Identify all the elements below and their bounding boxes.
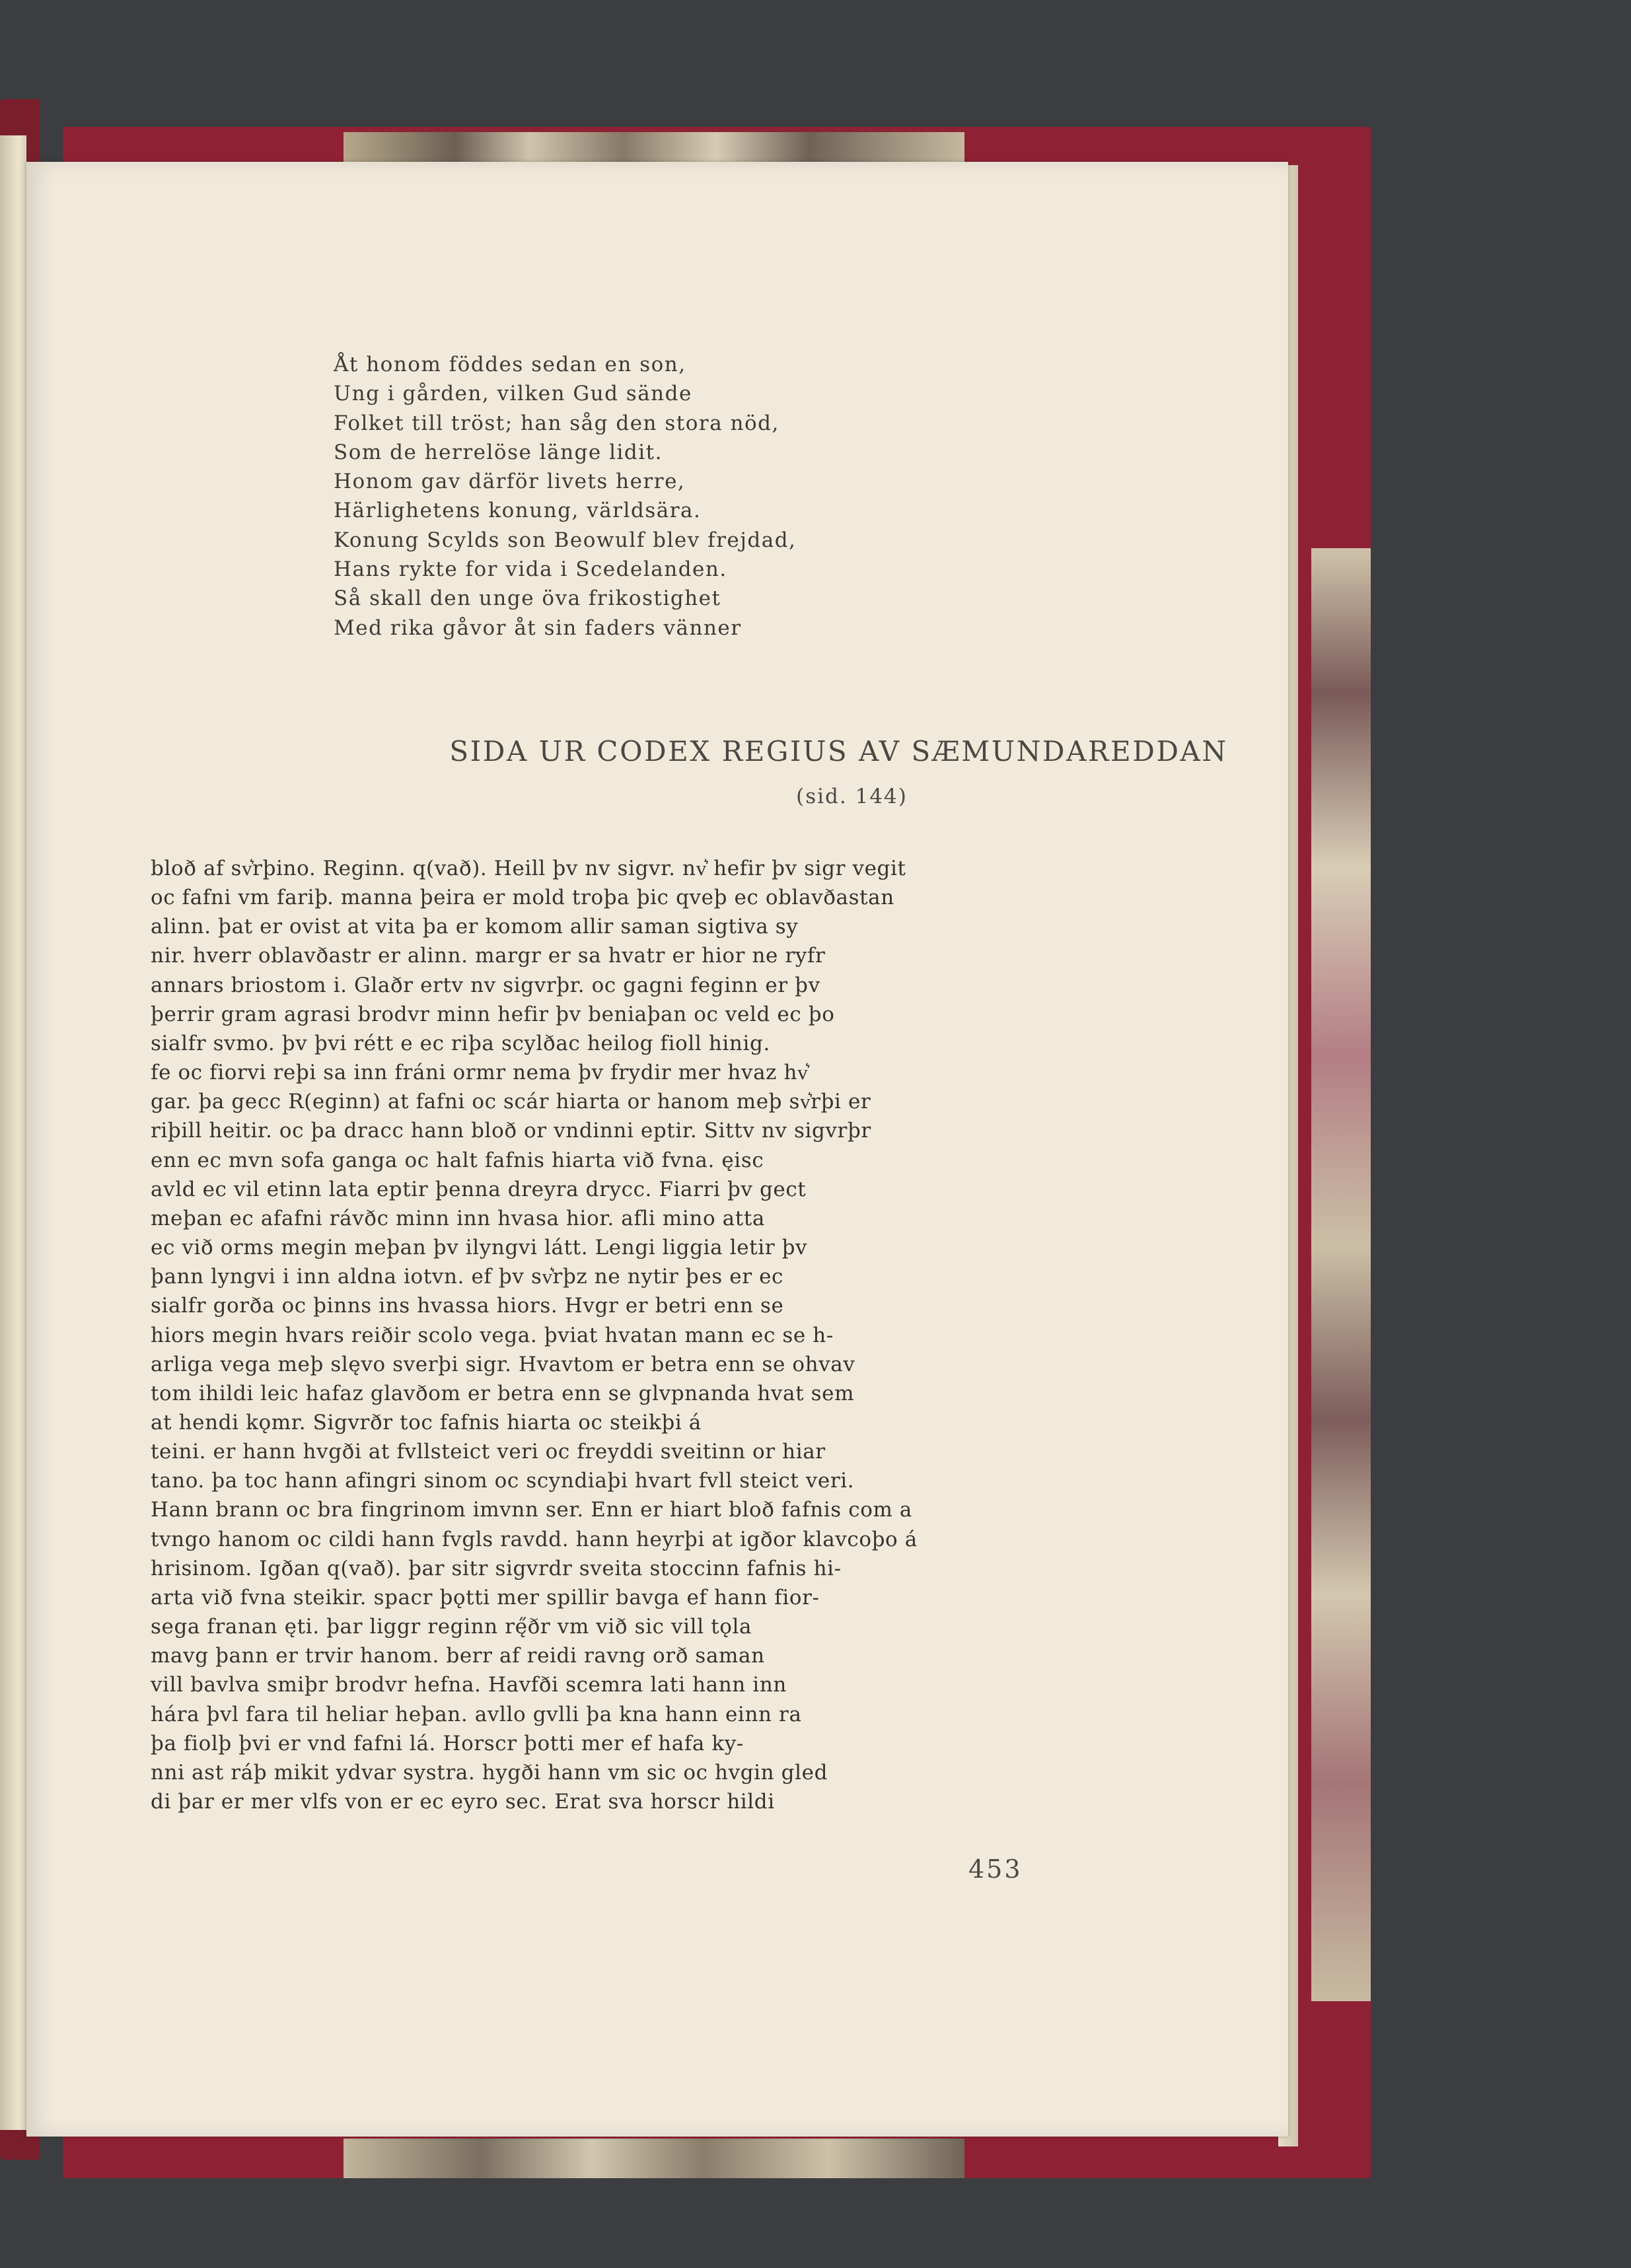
codex-line: tvngo hanom oc cildi hann fvgls ravdd. hann heyrþi at igðor klavcoþo á	[151, 1527, 918, 1551]
codex-line: mavg þann er trvir hanom. berr af reidi ravng orð saman	[151, 1644, 765, 1668]
codex-line: þann lyngvi i inn aldna iotvn. ef þv sv͛rþz ne nytir þes er ec	[151, 1265, 783, 1289]
codex-line: arliga vega meþ slęvo sverþi sigr. Hvavtom er betra enn se ohvav	[151, 1352, 855, 1376]
codex-line: fe oc fiorvi reþi sa inn fráni ormr nema þv frydir mer hvaz hv͛	[151, 1061, 809, 1085]
codex-line: enn ec mvn sofa ganga oc halt fafnis hiarta við fvna. ęisc	[151, 1148, 764, 1172]
codex-line: arta við fvna steikir. spacr þǫtti mer spillir bavga ef hann fior-	[151, 1585, 820, 1610]
codex-transcription	[151, 854, 918, 1816]
codex-line: bloð af sv͛rþino. Reginn. q(vað). Heill þv nv sigvr. nv͛ hefir þv sigr vegit	[151, 857, 906, 880]
codex-line: Hann brann oc bra fingrinom imvnn ser. Enn er hiart bloð fafnis com a	[151, 1498, 912, 1522]
codex-line: hrisinom. Igðan q(vað). þar sitr sigvrdr sveita stoccinn fafnis hi-	[151, 1556, 842, 1580]
codex-line: hiors megin hvars reiðir scolo vega. þviat hvatan mann ec se h-	[151, 1323, 834, 1347]
codex-line: avld ec vil etinn lata eptir þenna dreyra drycc. Fiarri þv gect	[151, 1177, 807, 1201]
spine-page-edge	[0, 135, 26, 2130]
codex-line: tano. þa toc hann afingri sinom oc scyndiaþi hvart fvll steict veri.	[151, 1469, 855, 1493]
poem-line: Så skall den unge öva frikostighet	[334, 586, 721, 611]
poem-line: Ung i gården, vilken Gud sände	[334, 382, 692, 406]
codex-line: þerrir gram agrasi brodvr minn hefir þv beniaþan oc veld ec þo	[151, 1002, 835, 1026]
codex-line: hára þvl fara til heliar heþan. avllo gvlli þa kna hann einn ra	[151, 1702, 802, 1726]
section-subtitle: (sid. 144)	[796, 785, 908, 808]
codex-line: þa fiolþ þvi er vnd fafni lá. Horscr þotti mer ef hafa ky-	[151, 1731, 744, 1755]
codex-line: ec við orms megin meþan þv ilyngvi látt. Lengi liggia letir þv	[151, 1236, 808, 1260]
codex-line: riþill heitir. oc þa dracc hann bloð or vndinni eptir. Sittv nv sigvrþr	[151, 1119, 871, 1143]
codex-line: sega franan ęti. þar liggr reginn rę̋ðr vm við sic vill tǫla	[151, 1615, 752, 1639]
poem-line: Honom gav därför livets herre,	[334, 470, 686, 494]
codex-line: gar. þa gecc R(eginn) at fafni oc scár hiarta or hanom meþ sv͛rþi er	[151, 1090, 871, 1114]
codex-line: annars briostom i. Glaðr ertv nv sigvrþr. oc gagni feginn er þv	[151, 973, 820, 997]
section-title: SIDA UR CODEX REGIUS AV SÆMUNDAREDDAN	[449, 735, 1228, 767]
codex-line: tom ihildi leic hafaz glavðom er betra enn se glvpnanda hvat sem	[151, 1381, 855, 1405]
poem-line: Konung Scylds son Beowulf blev frejdad,	[334, 528, 797, 552]
poem-line: Hans rykte for vida i Scedelanden.	[334, 557, 727, 582]
codex-line: sialfr svmo. þv þvi rétt e ec riþa scylðac heilog fioll hinig.	[151, 1031, 770, 1055]
codex-line: sialfr gorða oc þinns ins hvassa hiors. Hvgr er betri enn se	[151, 1294, 784, 1318]
poem-line: Härlighetens konung, världsära.	[334, 499, 702, 523]
codex-line: oc fafni vm fariþ. manna þeira er mold troþa þic qveþ ec oblavðastan	[151, 886, 894, 910]
poem-line: Folket till tröst; han såg den stora nöd,	[334, 411, 779, 435]
codex-line: vill bavlva smiþr brodvr hefna. Havfði scemra lati hann inn	[151, 1673, 787, 1697]
poem-block	[334, 350, 796, 643]
codex-line: nir. hverr oblavðastr er alinn. margr er sa hvatr er hior ne ryfr	[151, 944, 826, 968]
codex-line: nni ast ráþ mikit ydvar systra. hygði hann vm sic oc hvgin gled	[151, 1760, 828, 1785]
poem-line: Åt honom föddes sedan en son,	[334, 353, 686, 376]
codex-line: meþan ec afafni rávðc minn inn hvasa hior. afli mino atta	[151, 1206, 765, 1230]
codex-line: di þar er mer vlfs von er ec eyro sec. Erat sva horscr hildi	[151, 1790, 775, 1814]
codex-line: at hendi kǫmr. Sigvrðr toc fafnis hiarta oc steikþi á	[151, 1410, 702, 1435]
codex-line: alinn. þat er ovist at vita þa er komom allir saman sigtiva sy	[151, 915, 799, 939]
marbled-edge-bottom	[344, 2139, 964, 2178]
page-number: 453	[968, 1855, 1023, 1884]
codex-line: teini. er hann hvgði at fvllsteict veri oc freyddi sveitinn or hiar	[151, 1440, 826, 1464]
poem-line: Som de herrelöse länge lidit.	[334, 440, 663, 464]
poem-line: Med rika gåvor åt sin faders vänner	[334, 616, 742, 640]
